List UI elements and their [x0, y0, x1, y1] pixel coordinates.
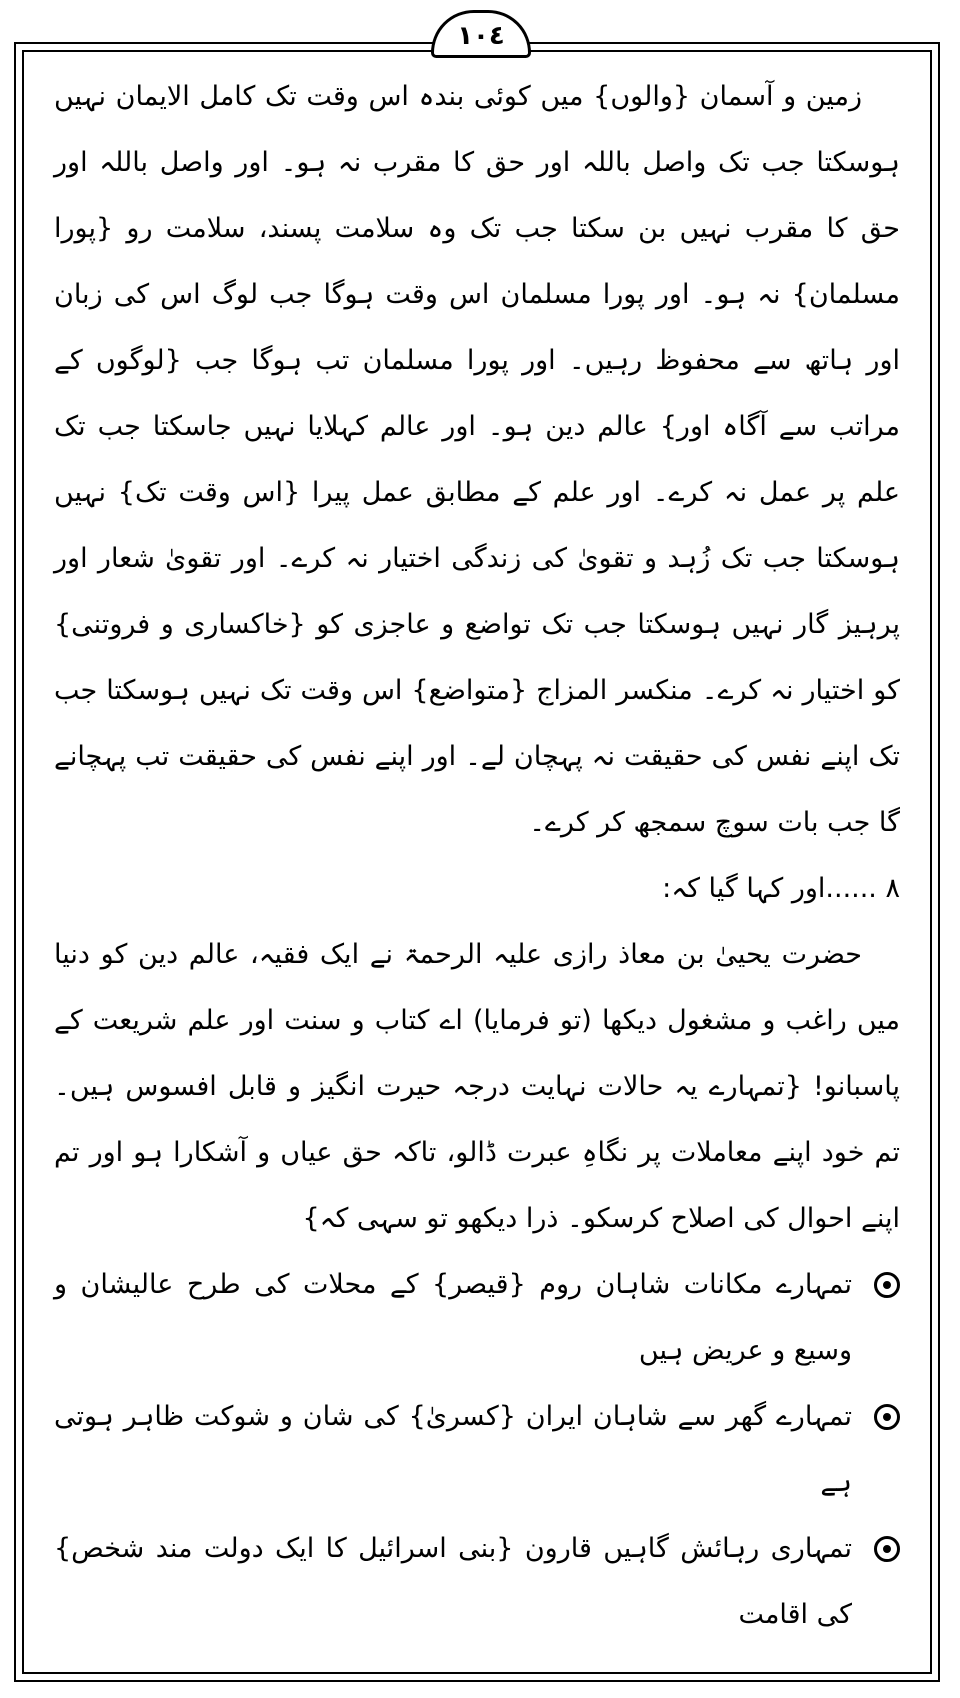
bullet-text: تمہارے مکانات شاہان روم {قیصر} کے محلات کی طرح عالیشان و وسیع و عریض ہیں [54, 1269, 852, 1366]
paragraph-1: زمین و آسمان {والوں} میں کوئی بندہ اس وقت تک کامل الایمان نہیں ہوسکتا جب تک واصل باللہ اور حق کا مقرب نہ ہو۔ اور واصل باللہ اور حق کا مقرب نہیں بن سکتا جب تک وہ سلامت پسند، سلامت رو {پورا مسلمان} نہ ہو۔ اور پورا مسلمان اس وقت ہوگا جب لوگ اس کی زبان اور ہاتھ سے محفوظ رہیں۔ اور پورا مسلمان تب ہوگا جب {لوگوں کے مراتب سے آگاہ اور} عالم دین ہو۔ اور عالم کہلایا نہیں جاسکتا جب تک علم پر عمل نہ کرے۔ اور علم کے مطابق عمل پیرا {اس وقت تک} نہیں ہوسکتا جب تک زُہد و تقویٰ کی زندگی اختیار نہ کرے۔ اور تقویٰ شعار اور پرہیز گار نہیں ہوسکتا جب تک تواضع و عاجزی کو {خاکساری و فروتنی} کو اختیار نہ کرے۔ منکسر المزاج {متواضع} اس وقت تک نہیں ہوسکتا جب تک اپنے نفس کی حقیقت نہ پہچان لے۔ اور اپنے نفس کی حقیقت تب پہچانے گا جب بات سوچ سمجھ کر کرے۔ [54, 81, 900, 838]
page-content [54, 64, 900, 1648]
bullet-text: تمہاری رہائش گاہیں قارون {بنی اسرائیل کا ایک دولت مند شخص} کی اقامت [54, 1533, 852, 1630]
circle-bullet-icon [874, 1536, 900, 1562]
section-heading-8: ٨ ......اور کہا گیا کہ: [662, 873, 900, 904]
bullet-list [54, 1252, 900, 1648]
circle-bullet-icon [874, 1404, 900, 1430]
paragraph-2: حضرت یحییٰ بن معاذ رازی علیہ الرحمۃ نے ایک فقیہ، عالم دین کو دنیا میں راغب و مشغول دیکھا (تو فرمایا) اے کتاب و سنت اور علم شریعت کے پاسبانو! {تمہارے یہ حالات نہایت درجہ حیرت انگیز و قابل افسوس ہیں۔ تم خود اپنے معاملات پر نگاہِ عبرت ڈالو، تاکہ حق عیاں و آشکارا ہو اور تم اپنے احوال کی اصلاح کرسکو۔ ذرا دیکھو تو سہی کہ} [54, 939, 900, 1234]
bullet-text: تمہارے گھر سے شاہان ایران {کسریٰ} کی شان و شوکت ظاہر ہوتی ہے [54, 1401, 852, 1498]
bullet-item [54, 1252, 900, 1384]
page-number: ١٠٤ [431, 10, 531, 58]
bullet-item [54, 1384, 900, 1516]
circle-bullet-icon [874, 1272, 900, 1298]
bullet-item [54, 1516, 900, 1648]
